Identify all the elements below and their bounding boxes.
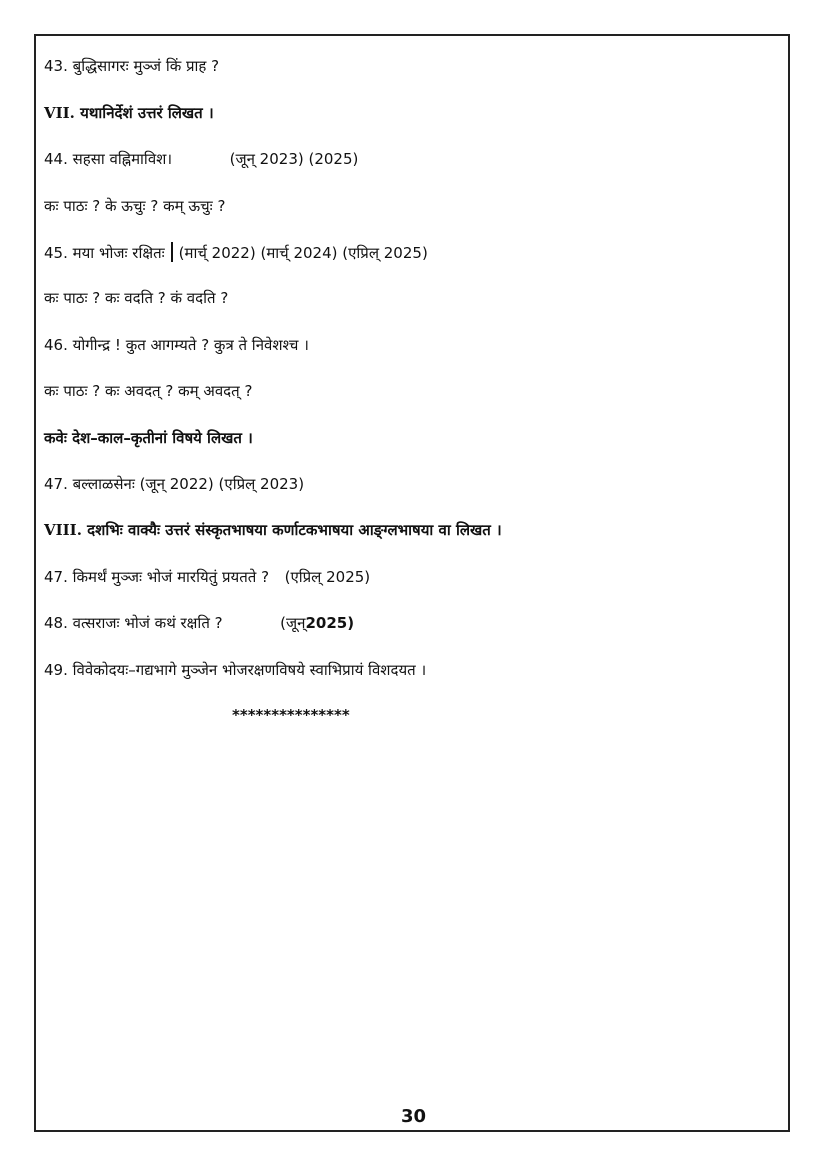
question-47a-text: 47. बल्लाळसेनः (जून् 2022) (एप्रिल् 2023)	[44, 475, 305, 493]
question-46	[44, 335, 309, 355]
question-45-sub-text: कः पाठः ? कः वदति ? कं वदति ?	[44, 289, 229, 307]
question-45-subquestions	[44, 288, 228, 308]
question-46-sub-text: कः पाठः ? कः अवदत् ? कम् अवदत् ?	[44, 382, 253, 400]
question-48-years-prefix: (जून्	[280, 614, 306, 632]
question-44-subquestions	[44, 196, 225, 216]
question-47b	[44, 567, 370, 587]
kavi-heading-text: कवेः देश–काल–कृतीनां विषये लिखत ।	[44, 429, 253, 447]
section-viii-title: दशभिः वाक्यैः उत्तरं संस्कृतभाषया कर्णाटकभाषया आङ्ग्लभाषया वा लिखत ।	[87, 521, 502, 539]
question-45	[44, 242, 428, 263]
section-viii-heading	[44, 520, 502, 540]
question-43-text: 43. बुद्धिसागरः मुञ्जं किं प्राह ?	[44, 57, 220, 75]
question-44-text: 44. सहसा वह्निमाविश।	[44, 150, 173, 168]
question-45-years: (मार्च् 2022) (मार्च् 2024) (एप्रिल् 2025)	[178, 244, 428, 262]
section-vii-title: यथानिर्देशं उत्तरं लिखत ।	[80, 104, 214, 122]
question-43	[44, 56, 219, 76]
asterisk-separator: ***************	[232, 706, 350, 724]
question-44-years: (जून् 2023) (2025)	[229, 150, 359, 168]
question-48-text: 48. वत्सराजः भोजं कथं रक्षति ?	[44, 614, 223, 632]
section-vii-heading	[44, 103, 214, 123]
section-vii-number: VII.	[44, 104, 75, 122]
question-49	[44, 660, 426, 680]
question-44-sub-text: कः पाठः ? के ऊचुः ? कम् ऊचुः ?	[44, 197, 226, 215]
question-49-text: 49. विवेकोदयः–गद्यभागे मुञ्जेन भोजरक्षणविषये स्वाभिप्रायं विशदयत ।	[44, 661, 427, 679]
question-46-subquestions	[44, 381, 252, 401]
section-viii-number: VIII.	[44, 521, 82, 539]
page-number: 30	[400, 1106, 427, 1127]
question-47b-text: 47. किमर्थं मुञ्जः भोजं मारयितुं प्रयतते ?	[44, 568, 270, 586]
question-46-text: 46. योगीन्द्र ! कुत आगम्यते ? कुत्र ते निवेशश्च ।	[44, 336, 309, 354]
question-48	[44, 613, 354, 633]
question-48-years-bold: 2025)	[305, 614, 355, 632]
question-47a	[44, 474, 304, 494]
question-45-text: 45. मया भोजः रक्षितः	[44, 244, 165, 262]
question-47b-years: (एप्रिल् 2025)	[284, 568, 371, 586]
vertical-bar-divider	[171, 242, 173, 262]
kavi-heading	[44, 428, 253, 448]
question-44	[44, 149, 358, 169]
